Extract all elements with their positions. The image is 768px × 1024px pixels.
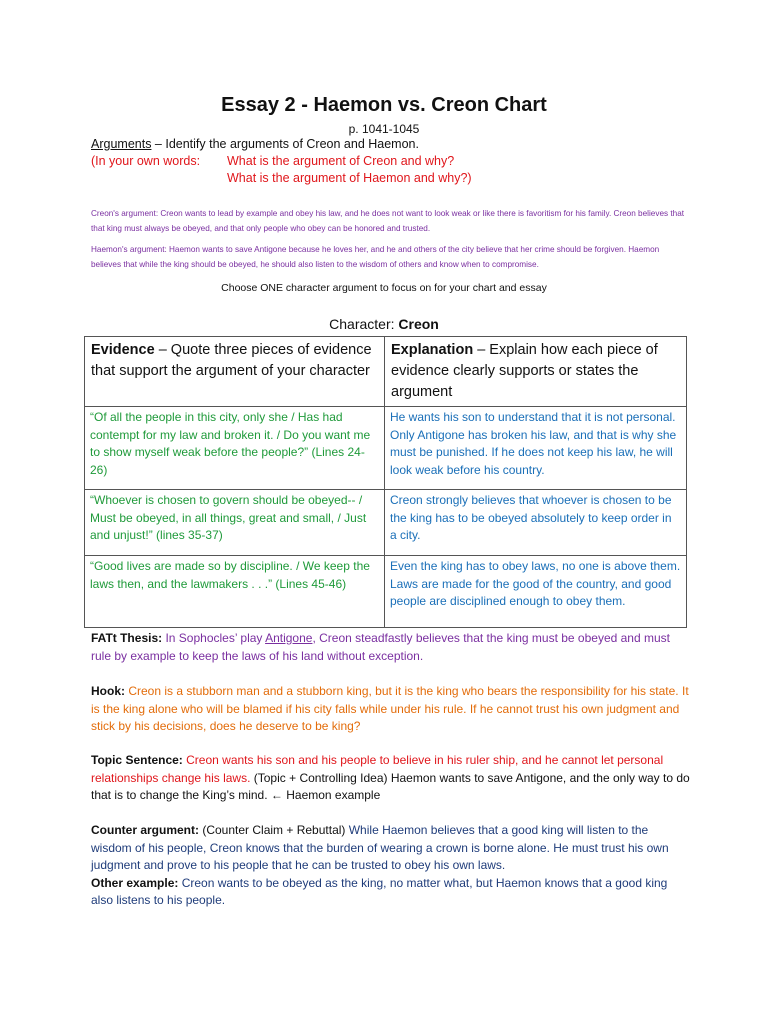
explanation-cell: Even the king has to obey laws, no one is above them. Laws are made for the good of the country, and good people are disciplined enough to obey them.: [385, 556, 687, 628]
question-haemon: What is the argument of Haemon and why?): [227, 171, 472, 185]
creon-argument: Creon's argument: Creon wants to lead by example and obey his law, and he does not want to look weak or like there is favoritism for his family. Creon believes that that king must always be obeyed, and that only people who obey can be honored and trusted.: [91, 209, 685, 233]
play-title: Antigone: [265, 631, 313, 645]
evidence-header: Evidence – Quote three pieces of evidence that support the argument of your character: [85, 337, 385, 407]
table-row: [85, 490, 687, 556]
arguments-instruction: – Identify the arguments of Creon and Haemon.: [151, 137, 419, 151]
character-line: [0, 316, 768, 332]
evidence-cell: “Of all the people in this city, only she / Has had contempt for my law and broken it. / Do you want me to show myself weak before the people?” (Lines 24-26): [85, 407, 385, 490]
evidence-chart: [84, 336, 687, 628]
table-row: [85, 556, 687, 628]
haemon-argument: Haemon's argument: Haemon wants to save Antigone because he loves her, and he and others of the city believe that her crime should be forgiven. Haemon believes that while the king should be obeyed, he should also listen to the wisdom of others and know when to compromise.: [91, 245, 660, 269]
thesis: FATt Thesis: In Sophocles’ play Antigone, Creon steadfastly believes that the king must be obeyed and must rule by example to keep the laws of his land without exception.: [91, 631, 670, 663]
other-text: Creon wants to be obeyed as the king, no matter what, but Haemon knows that a good king also listens to his people.: [91, 875, 668, 907]
other-label: Other example:: [91, 875, 179, 890]
topic-label: Topic Sentence:: [91, 753, 187, 767]
counter-label: Counter argument:: [91, 823, 203, 837]
explanation-header: Explanation – Explain how each piece of evidence clearly supports or states the argument: [385, 337, 687, 407]
explanation-cell: He wants his son to understand that it is not personal. Only Antigone has broken his law, and that is why she must be punished. If he does not keep his law, he will look weak before his country.: [385, 407, 687, 490]
evidence-cell: “Good lives are made so by discipline. / We keep the laws then, and the lawmakers . . .” (Lines 45-46): [85, 556, 385, 628]
character-name: Creon: [398, 316, 439, 332]
topic-note: (Topic + Controlling Idea) Haemon wants to save Antigone, and the only way to do that is to change the King’s mind. ← Haemon example: [91, 770, 690, 802]
arguments-instructions: [91, 136, 472, 187]
arguments-label: Arguments: [91, 137, 152, 151]
counter-argument: [91, 822, 691, 910]
counter-paren: (Counter Claim + Rebuttal): [202, 823, 349, 837]
thesis-label: FATt Thesis:: [91, 631, 166, 645]
topic-sentence: [91, 752, 691, 805]
hook-text: Creon is a stubborn man and a stubborn king, but it is the king who bears the responsibility for his state. It is the king alone who will be blamed if his city falls while under his rule. If he cannot trust his own judgment and stick by his decisions, does he deserve to be king?: [91, 684, 689, 733]
page-range: p. 1041-1045: [348, 122, 420, 136]
explanation-cell: Creon strongly believes that whoever is chosen to be the king has to be obeyed absolutely to keep order in a city.: [385, 490, 687, 556]
evidence-cell: “Whoever is chosen to govern should be obeyed-- / Must be obeyed, in all things, great and small, / Just and unjust!” (lines 35-37): [85, 490, 385, 556]
chart-header-row: [85, 337, 687, 407]
own-words-prefix: (In your own words:: [91, 154, 201, 168]
topic-text: Creon wants his son and his people to believe in his ruler ship, and he cannot let personal relationships change his laws.: [91, 753, 664, 785]
counter-text: While Haemon believes that a good king will listen to the wisdom of his people, Creon knows that the burden of wearing a crown is borne alone. He must trust his own judgment and prove to his people that he can be trusted to obey his own laws.: [91, 823, 669, 872]
hook: [91, 683, 691, 736]
table-row: [85, 407, 687, 490]
hook-label: Hook:: [91, 684, 129, 698]
character-label: Character:: [329, 316, 395, 332]
page-title: Essay 2 - Haemon vs. Creon Chart: [221, 94, 547, 116]
question-creon: What is the argument of Creon and why?: [227, 154, 455, 168]
choose-instruction: Choose ONE character argument to focus on for your chart and essay: [221, 282, 547, 294]
